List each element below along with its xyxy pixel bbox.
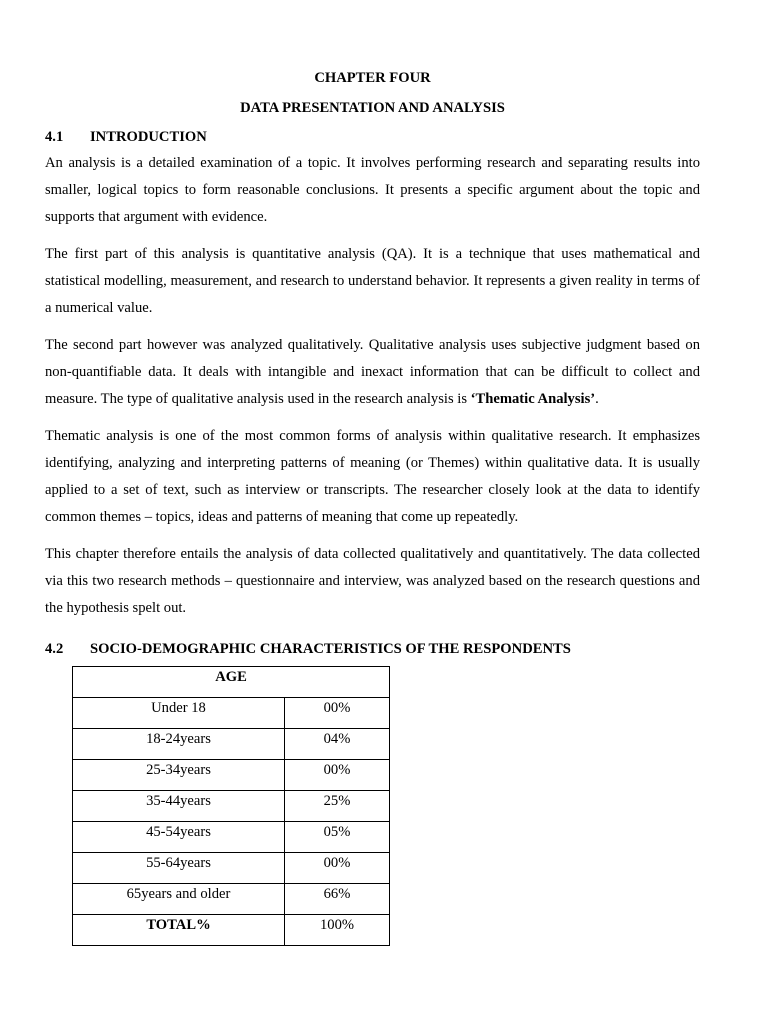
section-number: 4.2: [45, 641, 64, 657]
total-value: 100%: [285, 915, 390, 946]
age-percent: 25%: [285, 791, 390, 822]
table-row: [73, 760, 390, 791]
age-category: 25-34years: [73, 760, 285, 791]
section-number: 4.1: [45, 129, 64, 145]
paragraph-1: An analysis is a detailed examination of a topic. It involves performing research and separating results into smaller, logical topics to form reasonable conclusions. It presents a specific argument about the topic and supports that argument with evidence.: [45, 155, 700, 225]
paragraph-2: The first part of this analysis is quantitative analysis (QA). It is a technique that uses mathematical and statistical modelling, measurement, and research to understand behavior. It represents a given reality in terms of a numerical value.: [45, 246, 700, 316]
table-row: [73, 853, 390, 884]
section-title: SOCIO-DEMOGRAPHIC CHARACTERISTICS OF THE RESPONDENTS: [90, 641, 571, 657]
age-category: 35-44years: [73, 791, 285, 822]
thematic-analysis-term: ‘Thematic Analysis’: [470, 391, 596, 407]
paragraph-5: This chapter therefore entails the analysis of data collected qualitatively and quantitatively. The data collected via this two research methods – questionnaire and interview, was analyzed based on the research questions and the hypothesis spelt out.: [45, 546, 700, 616]
document-page: [45, 66, 700, 946]
age-percent: 05%: [285, 822, 390, 853]
table-total-row: [73, 915, 390, 946]
table-row: [73, 884, 390, 915]
section-heading-4-1: [45, 126, 700, 148]
table-row: [73, 698, 390, 729]
paragraph-4: Thematic analysis is one of the most common forms of analysis within qualitative research. It emphasizes identifying, analyzing and interpreting patterns of meaning (or Themes) within qualitative data. It is usually applied to a set of text, such as interview or transcripts. The researcher closely look at the data to identify common themes – topics, ideas and patterns of meaning that come up repeatedly.: [45, 428, 700, 525]
age-header: AGE: [73, 667, 390, 698]
age-percent: 04%: [285, 729, 390, 760]
age-percent: 00%: [285, 760, 390, 791]
age-category: 55-64years: [73, 853, 285, 884]
age-category: 18-24years: [73, 729, 285, 760]
paragraph-3-text: The second part however was analyzed qualitatively. Qualitative analysis uses subjective judgment based on non-quantifiable data. It deals with intangible and inexact information that can be difficult to collect and measure. The type of qualitative analysis used in the research analysis is: [45, 337, 700, 407]
table-header-row: [73, 667, 390, 698]
age-percent: 00%: [285, 853, 390, 884]
section-heading-4-2: [45, 638, 700, 660]
age-category: 45-54years: [73, 822, 285, 853]
paragraph-3-end: .: [595, 391, 599, 407]
chapter-label: CHAPTER FOUR: [314, 70, 431, 86]
age-category: Under 18: [73, 698, 285, 729]
table-row: [73, 791, 390, 822]
age-table: [72, 666, 390, 946]
total-label: TOTAL%: [73, 915, 285, 946]
chapter-title: DATA PRESENTATION AND ANALYSIS: [240, 100, 505, 116]
table-row: [73, 822, 390, 853]
table-row: [73, 729, 390, 760]
paragraph-3: [45, 332, 700, 413]
age-percent: 66%: [285, 884, 390, 915]
age-category: 65years and older: [73, 884, 285, 915]
age-percent: 00%: [285, 698, 390, 729]
section-title: INTRODUCTION: [90, 129, 207, 145]
